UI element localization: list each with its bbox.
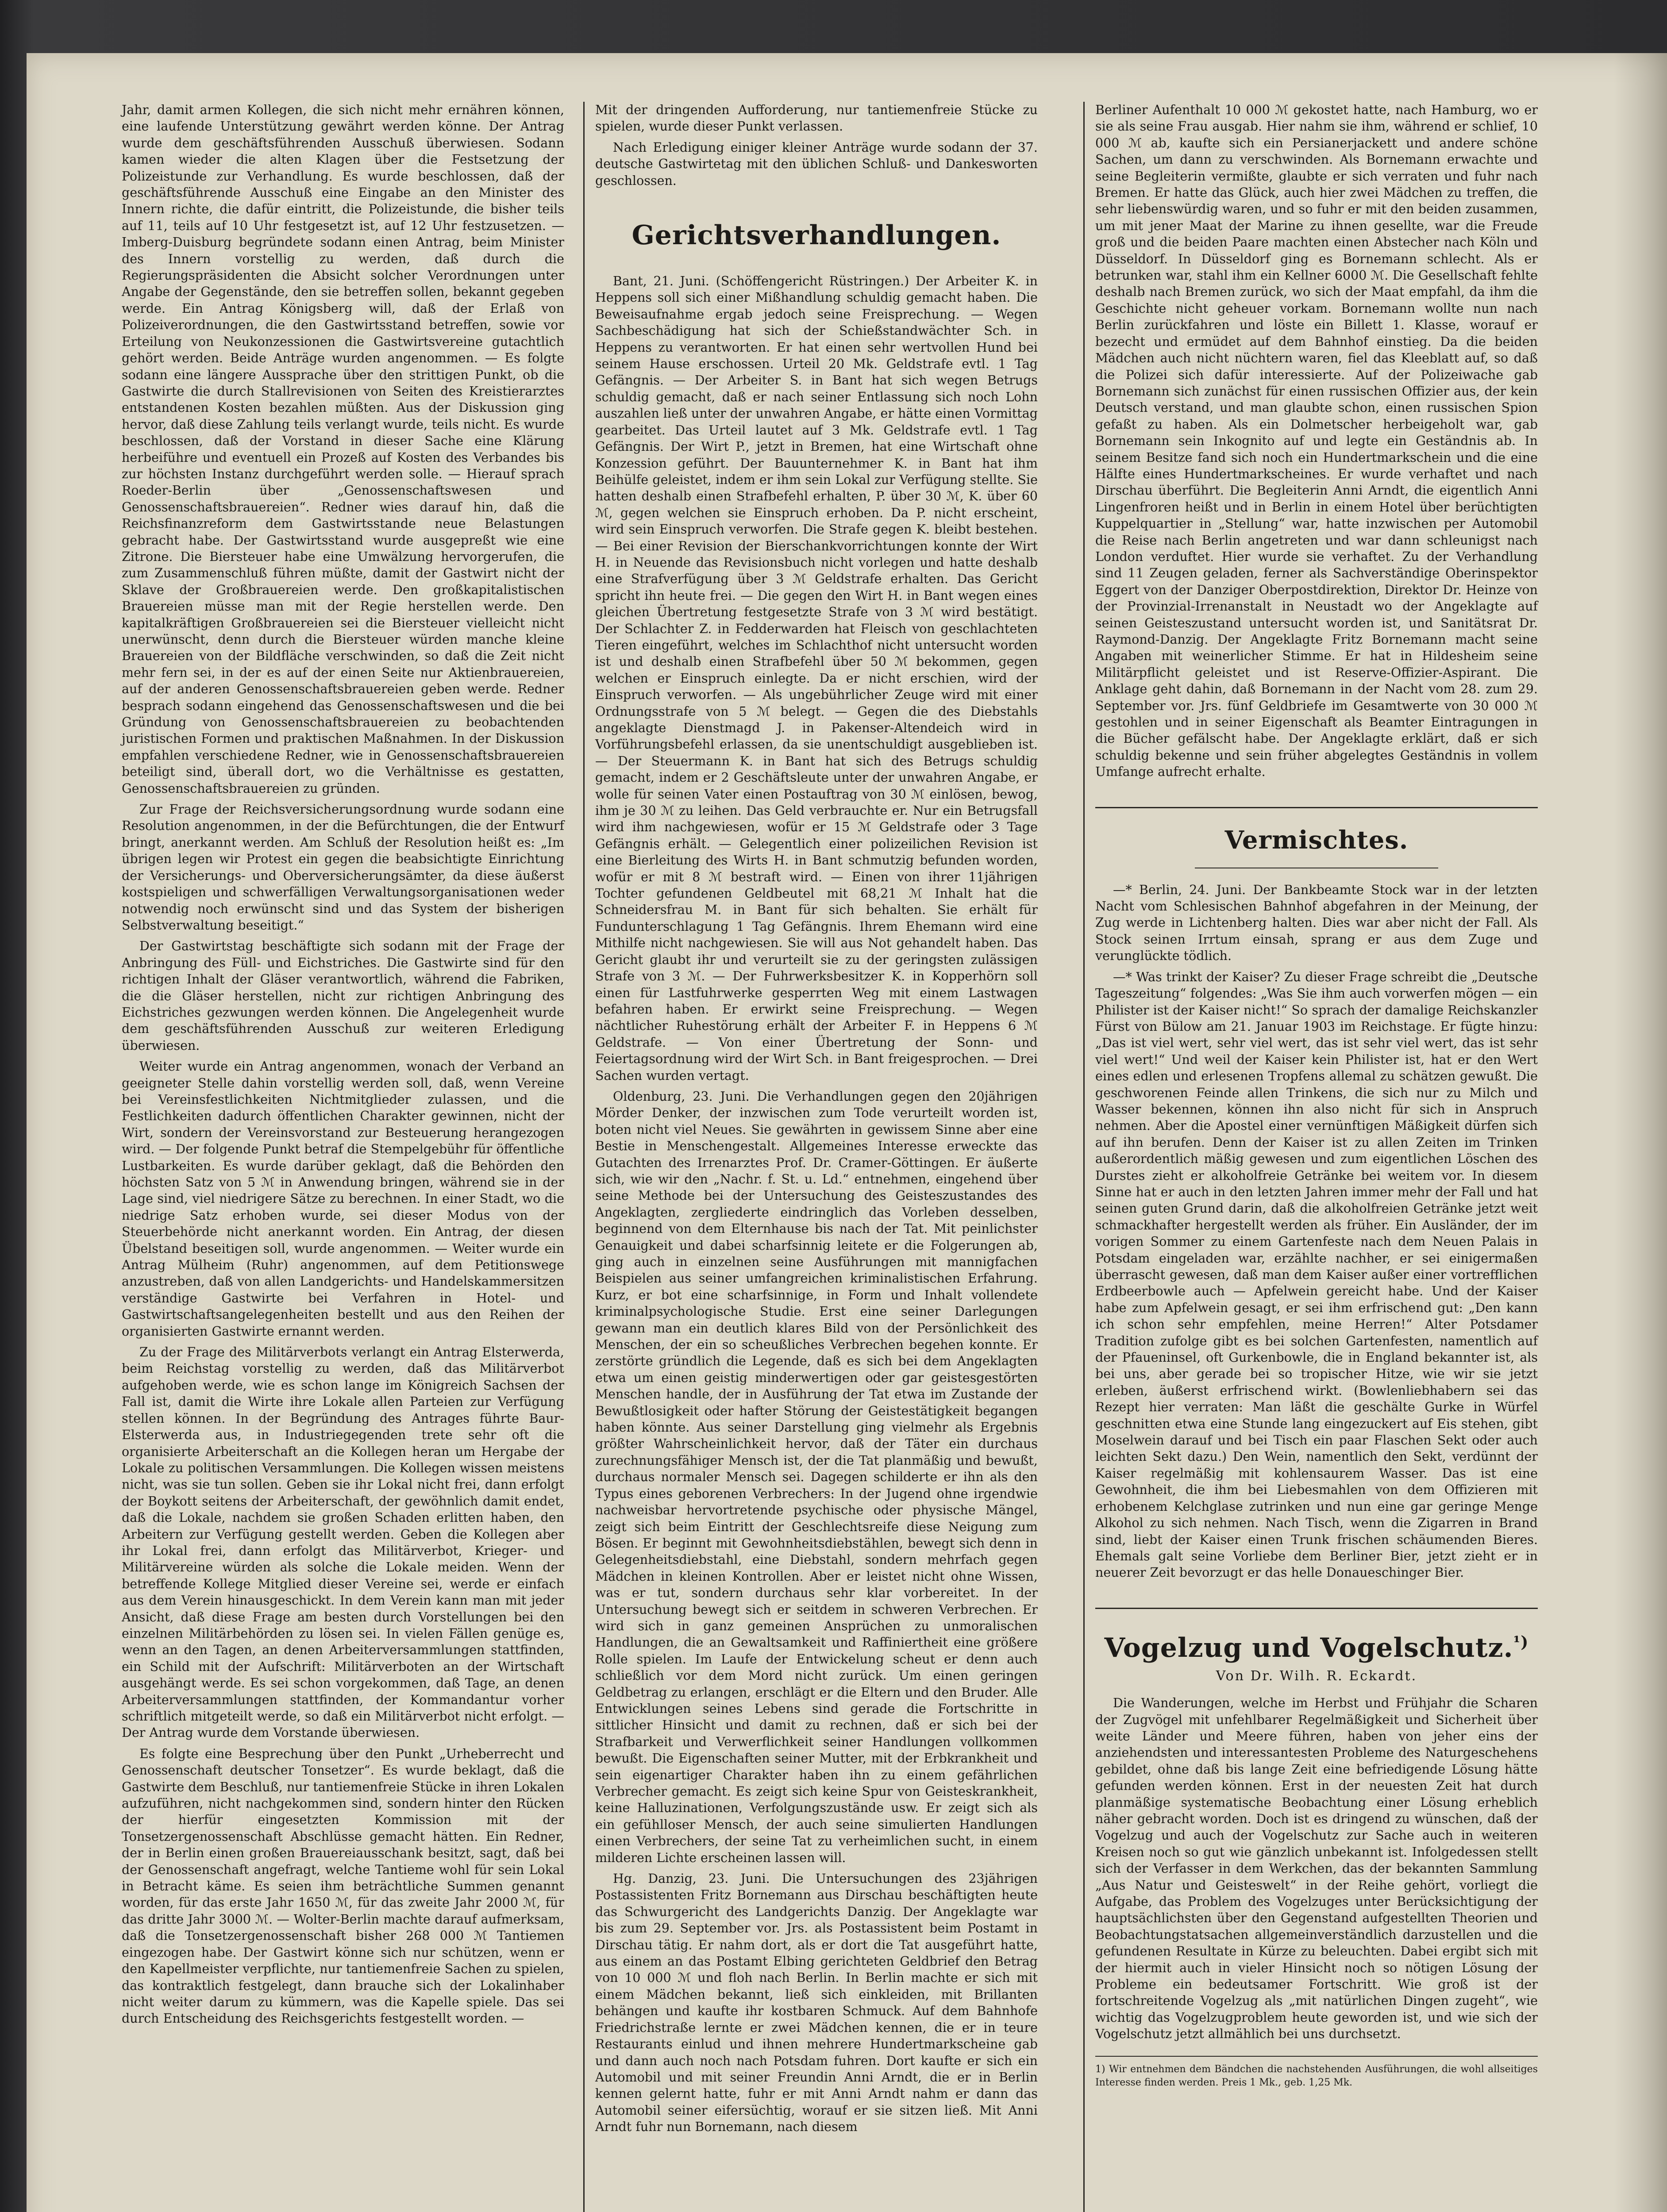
column-2 <box>595 102 1038 2212</box>
column-3 <box>1095 102 1538 2212</box>
paragraph: Zu der Frage des Militärverbots verlangt ein Antrag Elsterwerda, beim Reichstag vorstellig zu werden, daß das Militärverbot aufgehoben werde, wie es schon lange im Königreich Sachsen der Fall ist, damit die Wirte ihre Lokale allen Parteien zur Verfügung stellen können. In der Begründung des Antrages führte Baur-Elsterwerda aus, in Industriegegenden trete sehr oft die organisierte Arbeiterschaft an die Kollegen heran um Hergabe der Lokale zu politischen Versammlungen. Die Kollegen wissen meistens nicht, was sie tun sollen. Geben sie ihr Lokal nicht frei, dann erfolgt der Boykott seitens der Arbeiterschaft, der gewöhnlich damit endet, daß die Lokale, nachdem sie großen Schaden erlitten haben, den Arbeitern zur Verfügung gestellt werden. Geben die Kollegen aber ihr Lokal frei, dann erfolgt das Militärverbot, Krieger- und Militärvereine würden als solche die Lokale meiden. Wenn der betreffende Kollege Mitglied dieser Vereine sei, werde er einfach aus dem Verein hinausgeschickt. In dem Verein kann man mit jeder Ansicht, daß diese Frage am besten durch Vorstellungen bei den einzelnen Militärbehörden zu lösen sei. In vielen Fällen genüge es, wenn an den Tagen, an denen Arbeiterversammlungen stattfinden, ein Schild mit der Aufschrift: Militärverboten an der Wirtschaft ausgehängt werde. Es sei schon vorgekommen, daß Tage, an denen Arbeiterversammlungen stattfinden, der Kommandantur vorher schriftlich mitgeteilt werde, so daß ein Militärverbot nicht erfolgt. — Der Antrag wurde dem Vorstande überwiesen. <box>122 1345 564 1740</box>
paragraph: —* Berlin, 24. Juni. Der Bankbeamte Stock war in der letzten Nacht vom Schlesischen Bahnhof abgefahren in der Meinung, der Zug werde in Lichtenberg halten. Dies war aber nicht der Fall. Als Stock seinen Irrtum einsah, sprang er aus dem Zuge und verunglückte tödlich. <box>1095 882 1538 964</box>
column-rule-2 <box>1083 102 1085 2212</box>
paragraph: Es folgte eine Besprechung über den Punkt „Urheberrecht und Genossenschaft deutscher Tonsetzer“. Es wurde beklagt, daß die Gastwirte dem Beschluß, nur tantiemenfreie Stücke in ihren Lokalen aufzuführen, nicht nachgekommen sind, sondern hinter den Rücken der hierfür eingesetzten Kommission mit der Tonsetzergenossenschaft Abschlüsse gemacht hätten. Ein Redner, der in Berlin einen großen Brauereiausschank besitzt, sagt, daß bei der Genossenschaft angefragt, welche Tantieme wohl für sein Lokal in Betracht käme. Es seien ihm beträchtliche Summen genannt worden, für das erste Jahr 1650 ℳ, für das zweite Jahr 2000 ℳ, für das dritte Jahr 3000 ℳ. — Wolter-Berlin machte darauf aufmerksam, daß die Tonsetzergenossenschaft bisher 268 000 ℳ Tantiemen eingezogen habe. Der Gastwirt könne sich nur schützen, wenn er den Kapellmeister verpflichte, nur tantiemenfreie Sachen zu spielen, das kontraktlich festgelegt, dann brauche sich der Lokalinhaber nicht weiter darum zu kümmern, was die Kapelle spiele. Das sei durch Entscheidung des Reichsgerichts festgestellt worden. — <box>122 1746 564 2026</box>
paragraph: Bant, 21. Juni. (Schöffengericht Rüstringen.) Der Arbeiter K. in Heppens soll sich einer Mißhandlung schuldig gemacht haben. Die Beweisaufnahme ergab jedoch seine Freisprechung. — Wegen Sachbeschädigung hat sich der Schießstandwächter Sch. in Heppens zu verantworten. Er hat einen sehr wertvollen Hund bei seinem Hause erschossen. Urteil 20 Mk. Geldstrafe evtl. 1 Tag Gefängnis. — Der Arbeiter S. in Bant hat sich wegen Betrugs schuldig gemacht, daß er nach seiner Entlassung sich noch Lohn auszahlen ließ unter der unwahren Angabe, er hätte einen Vormittag gearbeitet. Das Urteil lautet auf 3 Mk. Geldstrafe evtl. 1 Tag Gefängnis. Der Wirt P., jetzt in Bremen, hat eine Wirtschaft ohne Konzession geführt. Der Bauunternehmer K. in Bant hat ihm Beihülfe geleistet, indem er ihm sein Lokal zur Verfügung stellte. Sie hatten deshalb einen Strafbefehl erhalten, P. über 30 ℳ, K. über 60 ℳ, gegen welchen sie Einspruch erhoben. Da P. nicht erscheint, wird sein Einspruch verworfen. Die Strafe gegen K. bleibt bestehen. — Bei einer Revision der Bierschankvorrichtungen konnte der Wirt H. in Neuende das Revisionsbuch nicht vorlegen und hatte deshalb eine Strafverfügung über 3 ℳ Geldstrafe erhalten. Das Gericht spricht ihn heute frei. — Die gegen den Wirt H. in Bant wegen eines gleichen Übertretung festgesetzte Strafe von 3 ℳ wird bestätigt. Der Schlachter Z. in Fedderwarden hat Fleisch von geschlachteten Tieren eingeführt, welches im Schlachthof nicht untersucht worden ist und deshalb einen Strafbefehl über 50 ℳ bekommen, gegen welchen er Einspruch einlegte. Da er nicht erschien, wird der Einspruch verworfen. — Als ungebührlicher Zeuge wird mit einer Ordnungsstrafe von 5 ℳ belegt. — Gegen die des Diebstahls angeklagte Dienstmagd J. in Pakenser-Altendeich wird in Vorführungsbefehl erlassen, da sie unentschuldigt ausgeblieben ist. — Der Steuermann K. in Bant hat sich des Betrugs schuldig gemacht, indem er 2 Geschäftsleute unter der unwahren Angabe, er wolle für seinen Vater einen Postauftrag von 30 ℳ einlösen, bewog, ihm je 30 ℳ zu leihen. Das Geld verbrauchte er. Nur ein Betrugsfall wird ihm nachgewiesen, wofür er 15 ℳ Geldstrafe oder 3 Tage Gefängnis erhält. — Gelegentlich einer polizeilichen Revision ist eine Bierleitung des Wirts H. in Bant schmutzig befunden worden, wofür er mit 8 ℳ bestraft wird. — Einen von ihrer 11jährigen Tochter gefundenen Geldbeutel mit 68,21 ℳ Inhalt hat die Schneidersfrau M. in Bant für sich behalten. Sie erhält für Fundunterschlagung 1 Tag Gefängnis. Ihrem Ehemann wird eine Mithilfe nicht nachgewiesen. Sie will aus Not gehandelt haben. Das Gericht glaubt ihr und verurteilt sie zu der geringsten zulässigen Strafe von 3 ℳ. — Der Fuhrwerksbesitzer K. in Kopperhörn soll einen für Lastfuhrwerke gesperrten Weg mit einem Lastwagen befahren haben. Er erwirkt seine Freisprechung. — Wegen nächtlicher Ruhestörung erhält der Arbeiter F. in Heppens 6 ℳ Geldstrafe. — Von einer Übertretung der Sonn- und Feiertagsordnung wird der Wirt Sch. in Bant freigesprochen. — Drei Sachen wurden vertagt. <box>595 274 1038 1083</box>
heading-text: Vogelzug und Vogelschutz. <box>1104 1632 1513 1663</box>
paragraph: Jahr, damit armen Kollegen, die sich nicht mehr ernähren können, eine laufende Unterstützung gewährt werden könne. Der Antrag wurde dem geschäftsführenden Ausschuß überwiesen. Sodann kamen wieder die alten Klagen über die Festsetzung der Polizeistunde zur Verhandlung. Es wurde beschlossen, daß der geschäftsführende Ausschuß eine Eingabe an den Minister des Innern richte, die dafür eintritt, die Polizeistunde, die bisher teils auf 11, teils auf 10 Uhr festgesetzt ist, auf 12 Uhr festzusetzen. — Imberg-Duisburg begründete sodann einen Antrag, beim Minister des Innern vorstellig zu werden, daß durch die Regierungspräsidenten die Absicht solcher Verordnungen unter Angabe der Gegenstände, den sie betreffen sollen, bekannt gegeben werde. Ein Antrag Königsberg will, daß der Erlaß von Polizeiverordnungen, die den Gastwirtsstand betreffen, sowie vor Erteilung von Neukonzessionen die Gastwirtsvereine gutachtlich gehört werden. Beide Anträge wurden angenommen. — Es folgte sodann eine längere Aussprache über den strittigen Punkt, ob die Gastwirte die durch Stallrevisionen von Seiten des Kreistierarztes entstandenen Kosten bezahlen müßten. Aus der Diskussion ging hervor, daß diese Zahlung teils verlangt wurde, teils nicht. Es wurde beschlossen, daß der Vorstand in dieser Sache eine Klärung herbeiführe und eventuell ein Prozeß auf Kosten des Verbandes bis zur höchsten Instanz durchgeführt werden solle. — Hierauf sprach Roeder-Berlin über „Genossenschaftswesen und Genossenschaftsbrauereien“. Redner wies darauf hin, daß die Reichsfinanzreform dem Gastwirtsstande neue Belastungen gebracht habe. Der Gastwirtsstand wurde ausgepreßt wie eine Zitrone. Die Biersteuer habe eine Umwälzung hervorgerufen, die zum Zusammenschluß führen müßte, damit der Gastwirt nicht der Sklave der Großbrauereien werde. Den großkapitalistischen Brauereien müsse man mit der Regie herstellen werde. Den kapitalkräftigen Großbrauereien sei die Biersteuer vielleicht nicht unerwünscht, denn durch die Biersteuer würden manche kleine Brauereien von der Bildfläche verschwinden, so daß die Zeit nicht mehr fern sei, in der es auf der einen Seite nur Aktienbrauereien, auf der anderen Genossenschaftsbrauereien geben werde. Redner besprach sodann eingehend das Genossenschaftswesen und die bei Gründung von Genossenschaftsbrauereien zu beobachtenden juristischen Formen und praktischen Maßnahmen. In der Diskussion empfahlen verschiedene Redner, wie in Genossenschaftsbrauereien beteiligt sind, überall dort, wo die Verhältnisse es gestatten, Genossenschaftsbrauereien zu gründen. <box>122 103 564 796</box>
byline: Von Dr. Wilh. R. Eckardt. <box>1216 1668 1417 1684</box>
section-heading-gerichtsverhandlungen: Gerichtsverhandlungen. <box>631 220 1001 251</box>
column-1 <box>122 102 564 2212</box>
footnote: 1) Wir entnehmen dem Bändchen die nachstehenden Ausführungen, die wohl allseitiges Interesse finden werden. Preis 1 Mk., geb. 1,25 Mk. <box>1095 2056 1538 2089</box>
paragraph: Hg. Danzig, 23. Juni. Die Untersuchungen des 23jährigen Postassistenten Fritz Bornemann aus Dirschau beschäftigten heute das Schwurgericht des Landgerichts Danzig. Der Angeklagte war bis zum 29. September vor. Jrs. als Postassistent beim Postamt in Dirschau tätig. Er nahm dort, als er dort die Tat ausgeführt hatte, aus einem an das Postamt Elbing gerichteten Geldbrief den Betrag von 10 000 ℳ und floh nach Berlin. In Berlin machte er sich mit einem Mädchen bekannt, ließ sich einkleiden, mit Brillanten behängen und kaufte ihr kostbaren Schmuck. Auf dem Bahnhofe Friedrichstraße lernte er zwei Mädchen kennen, die er in teure Restaurants einlud und ihnen mehrere Hundertmarkscheine gab und dann auch noch nach Potsdam fuhren. Dort kaufte er sich ein Automobil und mit seiner Freundin Anni Arndt, die er in Berlin kennen gelernt hatte, fuhr er mit Anni Arndt nahm er dann das Automobil seiner eifersüchtig, worauf er sie sitzen ließ. Mit Anni Arndt fuhr nun Bornemann, nach diesem <box>595 1871 1038 2135</box>
section-divider <box>1095 807 1538 808</box>
section-heading-vogelzug <box>1095 1627 1538 1663</box>
paragraph: Oldenburg, 23. Juni. Die Verhandlungen gegen den 20jährigen Mörder Denker, der inzwischen zum Tode verurteilt worden ist, boten nicht viel Neues. Sie gewährten in gewissem Sinne aber eine Bestie in Menschengestalt. Allgemeines Interesse erweckte das Gutachten des Irrenarztes Prof. Dr. Cramer-Göttingen. Er äußerte sich, wie wir den „Nachr. f. St. u. Ld.“ entnehmen, eingehend über seine Methode bei der Untersuchung des Geisteszustandes des Angeklagten, zergliederte eindringlich das Vorleben desselben, beginnend von dem Elternhause bis nach der Tat. Mit peinlichster Genauigkeit und dabei scharfsinnig leitete er die Folgerungen ab, ging auch in einzelnen seine Ausführungen mit mannigfachen Beispielen aus seiner umfangreichen kriminalistischen Erfahrung. Kurz, er bot eine scharfsinnige, in Form und Inhalt vollendete kriminalpsychologische Studie. Erst eine seiner Darlegungen gewann man ein deutlich klares Bild von der Persönlichkeit des Menschen, der ein so scheußliches Verbrechen begehen konnte. Er zerstörte gründlich die Legende, daß es sich bei dem Angeklagten etwa um einen geistig minderwertigen oder gar geistesgestörten Menschen handle, der in Ausführung der Tat etwa im Zustande der Bewußtlosigkeit oder hafter Störung der Geistestätigkeit begangen haben könnte. Aus seiner Darstellung ging vielmehr als Ergebnis größter Wahrscheinlichkeit hervor, daß der Täter ein durchaus zurechnungsfähiger Mensch ist, der die Tat planmäßig und bewußt, durchaus normaler Mensch sei. Dagegen schilderte er ihn als den Typus eines geborenen Verbrechers: In der Jugend ohne irgendwie nachweisbar hervortretende psychische oder physische Mängel, zeigt sich beim Eintritt der Geschlechtsreife diese Neigung zum Bösen. Er beginnt mit Gewohnheitsdiebstählen, bewegt sich denn in Gelegenheitsdiebstahl, eine Diebstahl, sondern mehrfach gegen Mädchen in kleinen Kontrollen. Aber er leistet nicht ohne Wissen, was er tut, sondern durchaus sehr klar vorbereitet. In der Untersuchung bewegt sich er seitdem in schweren Verbrechen. Er wird sich in ganz gemeinen Ansprüchen zu unmoralischen Handlungen, die an Gewaltsamkeit und Raffiniertheit eine größere Rolle spielen. Im Laufe der Entwickelung scheut er denn auch schließlich vor dem Mord nicht zurück. Um einen geringen Geldbetrag zu erlangen, erschlägt er die Eltern und den Bruder. Alle Entwicklungen seines Lebens sind gerade die Fortschritte in sittlicher Hinsicht und damit zu rechnen, daß er sich bei der Strafbarkeit und Verwerflichkeit seiner Handlungen vollkommen bewußt. Die Eigenschaften seiner Mutter, mit der Erbkrankheit und sein eigenartiger Charakter haben ihn zu einem gefährlichen Verbrecher gemacht. Es zeigt sich keine Spur von Geisteskrankheit, keine Halluzinationen, Verfolgungszustände usw. Er zeigt sich als ein gefühlloser Mensch, der auch seine simulierten Handlungen einen Verbrechers, der seine Tat zu verheimlichen sucht, in einem milderen Lichte erscheinen lassen will. <box>595 1089 1038 1865</box>
footnote-mark: ¹) <box>1513 1632 1529 1651</box>
paragraph: Weiter wurde ein Antrag angenommen, wonach der Verband an geeigneter Stelle dahin vorstellig werden soll, daß, wenn Vereine bei Vereinsfestlichkeiten Nichtmitglieder zulassen, und die Festlichkeiten dadurch öffentlichen Charakter gewinnen, nicht der Wirt, sondern der Vereinsvorstand zur Besteuerung herangezogen wird. — Der folgende Punkt betraf die Stempelgebühr für öffentliche Lustbarkeiten. Es wurde darüber geklagt, daß die Behörden den höchsten Satz von 5 ℳ in Anwendung bringen, während sie in der Lage sind, viel niedrigere Sätze zu berechnen. In einer Stadt, wo die niedrige Satz erhoben wurde, sei dieser Modus von der Steuerbehörde nicht anerkannt worden. Ein Antrag, der diesen Übelstand beseitigen soll, wurde angenommen. — Weiter wurde ein Antrag Mülheim (Ruhr) angenommen, auf dem Petitionswege anzustreben, daß von allen Landgerichts- und Handelskammersitzen verständige Gastwirte bei Verfahren in Hotel- und Gastwirtschaftsangelegenheiten bestellt und aus den Reihen der organisierten Gastwirte ernannt werden. <box>122 1059 564 1339</box>
section-divider <box>1095 1608 1538 1609</box>
paragraph: Die Wanderungen, welche im Herbst und Frühjahr die Scharen der Zugvögel mit unfehlbarer Regelmäßigkeit und Sicherheit über weite Länder und Meere führen, haben von jeher eins der anziehendsten und interessantesten Probleme des Naturgeschehens gebildet, ohne daß bis lange Zeit eine befriedigende Lösung hätte gefunden werden können. Erst in der neuesten Zeit hat durch planmäßige systematische Beobachtung einer Lösung erheblich näher gebracht worden. Doch ist es dringend zu wünschen, daß der Vogelzug und auch der Vogelschutz zur Sache auch in weiteren Kreisen noch so gut wie gänzlich unbekannt ist. Infolgedessen stellt sich der Verfasser in dem Werkchen, das der bekannten Sammlung „Aus Natur und Geisteswelt“ in der Reihe gehört, vorliegt die Aufgabe, das Problem des Vogelzuges unter Berücksichtigung der hauptsächlichsten über den Gegenstand aufgestellten Theorien und Beobachtungstatsachen allgemeinverständlich darzustellen und die gefundenen Resultate in Kürze zu beleuchten. Dabei ergibt sich mit der hiermit auch in vieler Hinsicht noch so nötigen Lösung der Probleme ein bedeutsamer Fortschritt. Wie groß ist der fortschreitende Vogelzug als „mit natürlichen Dingen zugeht“, wie wichtig das Vogelzugproblem heute geworden ist, und wie sich der Vogelschutz jetzt allmählich bei uns durchsetzt. <box>1095 1696 1538 2042</box>
paragraph: —* Was trinkt der Kaiser? Zu dieser Frage schreibt die „Deutsche Tageszeitung“ folgendes: „Was Sie ihm auch vorwerfen mögen — ein Philister ist der Kaiser nicht!“ So sprach der damalige Reichskanzler Fürst von Bülow am 21. Januar 1903 im Reichstage. Er fügte hinzu: „Das ist viel wert, sehr viel wert, das ist sehr viel wert, das ist sehr viel wert!“ Und weil der Kaiser kein Philister ist, hat er den Wert eines edlen und erlesenen Tropfens allemal zu schätzen gewußt. Die geschworenen Feinde allen Trinkens, die sich nur zu Milch und Wasser bekennen, können ihn also nicht für sich in Anspruch nehmen. Aber die Apostel einer vernünftigen Mäßigkeit dürfen sich auf ihn berufen. Denn der Kaiser ist zu allen Zeiten im Trinken außerordentlich mäßig gewesen und zum eigentlichen Löschen des Durstes zieht er alkoholfreie Getränke bei weitem vor. In diesem Sinne hat er auch in den letzten Jahren immer mehr der Fall und hat seinen guten Grund darin, daß die alkoholfreien Getränke jetzt weit schmackhafter hergestellt werden als früher. Ein Ausländer, der im vorigen Sommer zu einem Gartenfeste nach dem Neuen Palais in Potsdam eingeladen war, erzählte nachher, er sei einigermaßen überrascht gewesen, daß man dem Kaiser außer einer vortrefflichen Erdbeerbowle auch — Apfelwein gereicht habe. Und der Kaiser habe zum Apfelwein gesagt, er sei ihm erfrischend gut: „Den kann ich schon sehr empfehlen, meine Herren!“ Alter Potsdamer Tradition zufolge gibt es bei solchen Gartenfesten, namentlich auf der Pfaueninsel, oft Gurkenbowle, die in England bekannter ist, als bei uns, aber gerade bei so tropischer Hitze, wie wir sie jetzt erleben, äußerst erfrischend wirkt. (Bowlenliebhabern sei das Rezept hier verraten: Man läßt die geschälte Gurke in Würfel geschnitten etwa eine Stunde lang eingezuckert auf Eis stehen, gibt Moselwein darauf und bei Tisch ein paar Flaschen Sekt oder auch leichten Sekt dazu.) Den Wein, namentlich den Sekt, verdünnt der Kaiser regelmäßig mit kohlensaurem Wasser. Das ist eine Gewohnheit, die ihm bei Liebesmahlen von dem Offizieren mit erhobenem Kelchglase zutrinken und nun eine gar geringe Menge Alkohol zu sich nehmen. Nach Tisch, wenn die Zigarren in Brand sind, liebt der Kaiser einen Trunk frischen schäumenden Bieres. Ehemals galt seine Vorliebe dem Berliner Bier, jetzt zieht er in neuerer Zeit bevorzugt er das helle Donaueschinger Bier. <box>1095 969 1538 1580</box>
paragraph: Der Gastwirtstag beschäftigte sich sodann mit der Frage der Anbringung des Füll- und Eichstriches. Die Gastwirte sind für den richtigen Inhalt der Gläser verantwortlich, während die Fabriken, die die Gläser herstellen, nicht zur richtigen Anbringung des Eichstriches gezwungen werden können. Die Angelegenheit wurde dem geschäftsführenden Ausschuß zur weiteren Erledigung überwiesen. <box>122 939 564 1053</box>
section-heading-vermischtes: Vermischtes. <box>1224 825 1409 855</box>
paragraph: Zur Frage der Reichsversicherungsordnung wurde sodann eine Resolution angenommen, in der die Befürchtungen, die der Entwurf bringt, anerkannt werden. Am Schluß der Resolution heißt es: „Im übrigen legen wir Protest ein gegen die beabsichtigte Einrichtung der Versicherungs- und Oberversicherungsämter, da diese äußerst kostspieligen und schwerfälligen Verwaltungsorganisationen weder notwendig noch erwünscht sind und das System der bisherigen Selbstverwaltung beseitigt.“ <box>122 802 564 933</box>
paragraph: Berliner Aufenthalt 10 000 ℳ gekostet hatte, nach Hamburg, wo er sie als seine Frau ausgab. Hier nahm sie ihm, während er schlief, 10 000 ℳ ab, kaufte sich ein Persianerjackett und andere schöne Sachen, um dann zu verschwinden. Als Bornemann erwachte und seine Begleiterin vermißte, glaubte er sich verraten und fuhr nach Bremen. Er hatte das Glück, auch hier zwei Mädchen zu treffen, die sehr liebenswürdig waren, und so fuhr er mit den beiden zusammen, um mit jener Maat der Marine zu ihnen gesellte, war die Freude groß und die beiden Paare machten einen Abstecher nach Köln und Düsseldorf. In Düsseldorf ging es Bornemann schlecht. Als er betrunken war, stahl ihm ein Kellner 6000 ℳ. Die Gesellschaft fehlte deshalb nach Bremen zurück, wo sich der Maat empfahl, da ihm die Geschichte nicht geheuer vorkam. Bornemann wollte nun nach Berlin zurückfahren und löste ein Billett 1. Klasse, worauf er bezecht und ermüdet auf dem Bahnhof einstieg. Da die beiden Mädchen auch nicht nüchtern waren, fiel das Kleeblatt auf, so daß die Polizei sich dafür interessierte. Auf der Polizeiwache gab Bornemann sich zunächst für einen russischen Offizier aus, der kein Deutsch verstand, und man glaubte schon, einen russischen Spion gefaßt zu haben. Als ein Dolmetscher herbeigeholt war, gab Bornemann sein Inkognito auf und legte ein Geständnis ab. In seinem Besitze fand sich noch ein Hundertmarkschein und die eine Hälfte eines Hundertmarkscheines. Er wurde verhaftet und nach Dirschau überführt. Die Begleiterin Anni Arndt, die eigentlich Anni Lingenfroren heißt und in Berlin in einem Hotel über berüchtigten Kuppelquartier in „Stellung“ war, hatte inzwischen per Automobil die Reise nach Berlin angetreten und war dann schleunigst nach London verduftet. Hier wurde sie verhaftet. Zu der Verhandlung sind 11 Zeugen geladen, ferner als Sachverständige Oberinspektor Eggert von der Danziger Oberpostdirektion, Direktor Dr. Heinze von der Provinzial-Irrenanstalt in Neustadt wo der Angeklagte auf seinen Geisteszustand untersucht worden ist, und Sanitätsrat Dr. Raymond-Danzig. Der Angeklagte Fritz Bornemann macht seine Angaben mit weinerlicher Stimme. Er hat in Hildesheim seine Militärpflicht geleistet und ist Reserve-Offizier-Aspirant. Die Anklage geht dahin, daß Bornemann in der Nacht vom 28. zum 29. September vor. Jrs. fünf Geldbriefe im Gesamtwerte von 30 000 ℳ gestohlen und in seiner Eigenschaft als Beamter Eintragungen in die Bücher gefälscht habe. Der Angeklagte erklärt, daß er sich schuldig bekenne und sein früher abgelegtes Geständnis in vollem Umfange aufrecht erhalte. <box>1095 103 1538 780</box>
paragraph: Mit der dringenden Aufforderung, nur tantiemenfreie Stücke zu spielen, wurde dieser Punkt verlassen. <box>595 103 1038 134</box>
column-rule-1 <box>583 102 585 2212</box>
paragraph: Nach Erledigung einiger kleiner Anträge wurde sodann der 37. deutsche Gastwirtetag mit den üblichen Schluß- und Dankesworten geschlossen. <box>595 140 1038 188</box>
